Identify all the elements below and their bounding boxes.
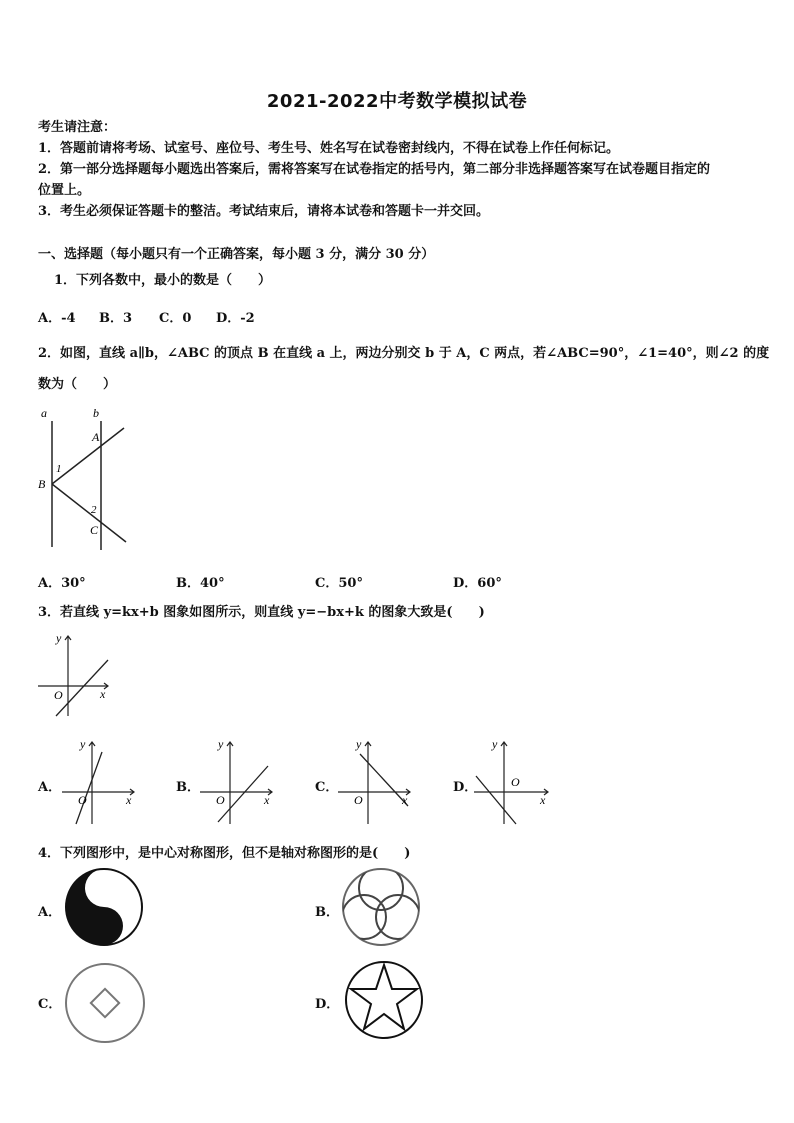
ray-ba xyxy=(52,428,124,484)
axis-x-label: x xyxy=(100,687,106,701)
star-in-circle-figure xyxy=(342,958,426,1042)
notice-item-1: 1．答题前请将考场、试室号、座位号、考生号、姓名写在试卷密封线内，不得在试卷上作任何标记。 xyxy=(38,141,620,156)
axis-x-label: x xyxy=(540,793,546,807)
q3-option-d: D． xyxy=(453,780,478,795)
q2-stem-line2: 数为（ ） xyxy=(38,377,117,392)
axis-x-label: x xyxy=(402,793,408,807)
label-a: a xyxy=(41,406,47,420)
q2-figure xyxy=(34,405,134,557)
q1-option-a: A．-4 xyxy=(38,311,76,326)
q3-stem: 3．若直线 y=kx+b 图象如图所示，则直线 y=−bx+k 的图象大致是( ) xyxy=(38,605,485,620)
page-title: 2021-2022中考数学模拟试卷 xyxy=(266,91,528,112)
q4-option-c: C． xyxy=(38,997,62,1012)
axis-x-label: x xyxy=(126,793,132,807)
q2-option-c: C．50° xyxy=(315,576,363,591)
label-point-a: A xyxy=(92,430,100,444)
label-angle-1: 1 xyxy=(56,463,62,475)
q2-stem-line1: 2．如图，直线 a∥b，∠ABC 的顶点 B 在直线 a 上，两边分别交 b 于 A，C 两点，若∠ABC=90°，∠1=40°，则∠2 的度 xyxy=(38,346,770,361)
origin-label: O xyxy=(54,688,63,702)
label-angle-2: 2 xyxy=(91,504,97,516)
q4-stem: 4．下列图形中，是中心对称图形，但不是轴对称图形的是( ) xyxy=(38,846,411,861)
axis-y-label: y xyxy=(356,737,362,751)
origin-label: O xyxy=(216,793,225,807)
q3-option-a-graph xyxy=(58,736,140,828)
coin-figure xyxy=(62,960,148,1046)
label-point-b: B xyxy=(38,477,46,491)
section-heading: 一、选择题（每小题只有一个正确答案，每小题 3 分，满分 30 分） xyxy=(38,247,435,262)
origin-label: O xyxy=(78,793,87,807)
q1-option-b: B．3 xyxy=(99,311,133,326)
axis-y-label: y xyxy=(56,631,62,645)
ray-bc xyxy=(52,484,126,542)
label-b: b xyxy=(93,406,99,420)
q4-option-b: B． xyxy=(315,905,339,920)
q2-option-d: D．60° xyxy=(453,576,502,591)
yin-yang-figure xyxy=(62,866,146,948)
q3-option-d-graph xyxy=(470,736,554,828)
q1-option-d: D．-2 xyxy=(216,311,255,326)
q2-option-b: B．40° xyxy=(176,576,225,591)
notice-item-2-cont: 位置上。 xyxy=(38,183,91,198)
axis-y-label: y xyxy=(80,737,86,751)
notice-item-3: 3．考生必须保证答题卡的整洁。考试结束后，请将本试卷和答题卡一并交回。 xyxy=(38,204,490,219)
label-point-c: C xyxy=(90,523,99,537)
q3-option-b-graph xyxy=(196,736,278,828)
axis-y-label: y xyxy=(218,737,224,751)
q3-option-c-graph xyxy=(334,736,416,828)
three-arc-figure xyxy=(338,864,424,950)
notice-heading: 考生请注意： xyxy=(38,120,117,135)
q4-option-a: A． xyxy=(38,905,62,920)
q3-option-a: A． xyxy=(38,780,62,795)
q3-option-b: B． xyxy=(176,780,200,795)
origin-label: O xyxy=(511,775,520,789)
q1-option-c: C．0 xyxy=(159,311,192,326)
q1-stem: 1．下列各数中，最小的数是（ ） xyxy=(54,273,272,288)
origin-label: O xyxy=(354,793,363,807)
axis-y-label: y xyxy=(492,737,498,751)
notice-item-2: 2．第一部分选择题每小题选出答案后，需将答案写在试卷指定的括号内，第二部分非选择题答案写在试卷题目指定的 xyxy=(38,162,711,177)
q3-main-graph xyxy=(36,630,116,722)
axis-x-label: x xyxy=(264,793,270,807)
q4-option-d: D． xyxy=(315,997,340,1012)
q3-option-c: C． xyxy=(315,780,339,795)
q2-option-a: A．30° xyxy=(38,576,86,591)
